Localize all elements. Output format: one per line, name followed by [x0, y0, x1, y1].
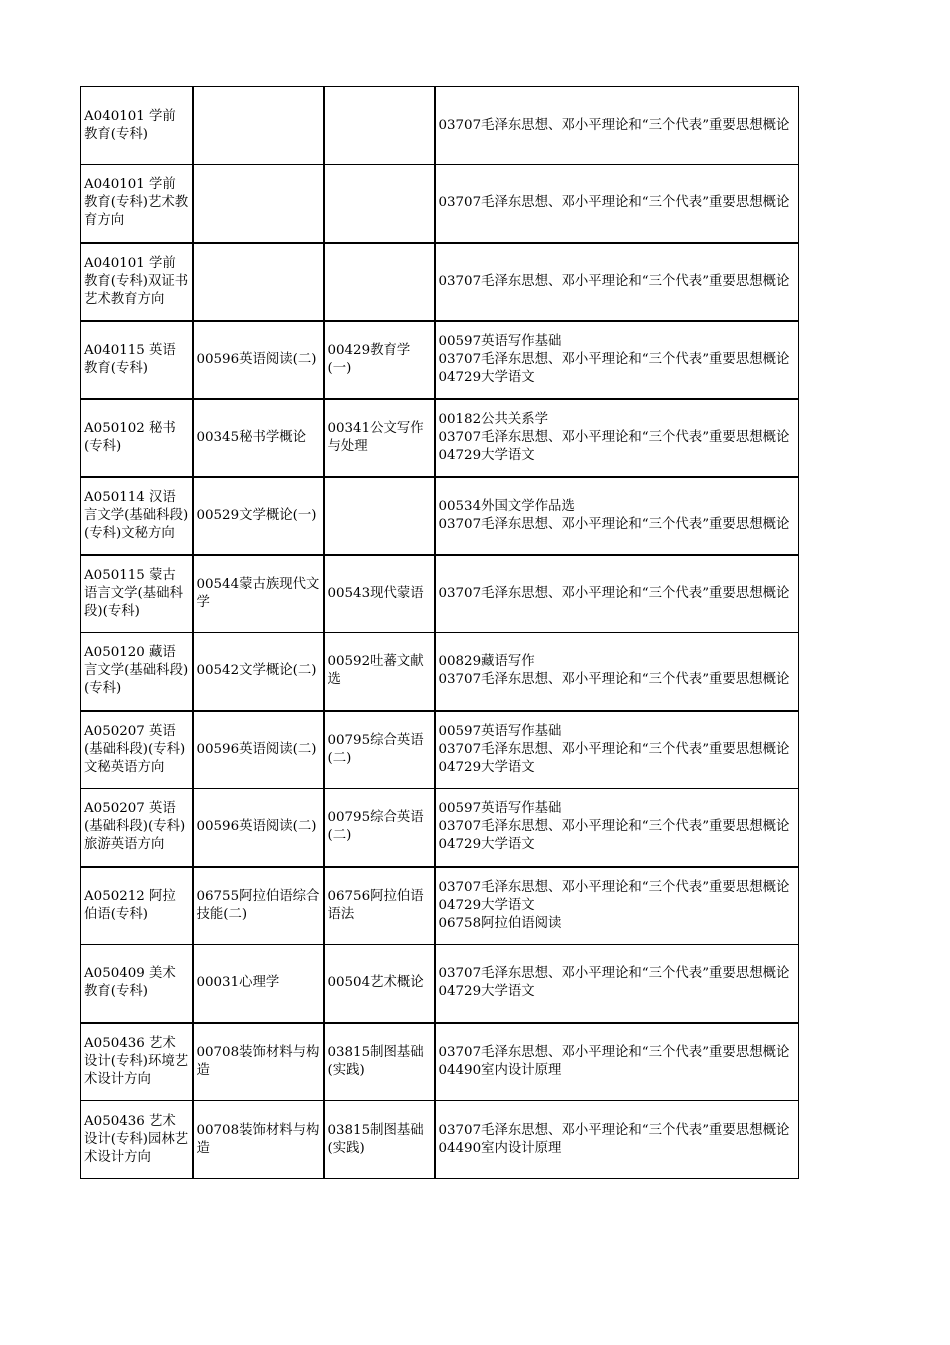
table-row — [81, 165, 799, 243]
course-cell-4 — [435, 711, 799, 789]
course-cell-3: 00543现代蒙语 — [324, 555, 435, 633]
course-cell-3: 00504艺术概论 — [324, 945, 435, 1023]
course-line: 03707毛泽东思想、邓小平理论和“三个代表”重要思想概论 — [438, 1044, 790, 1060]
major-cell: A040101 学前教育(专科)艺术教育方向 — [81, 165, 193, 243]
table-row — [81, 555, 799, 633]
course-cell-2: 06755阿拉伯语综合技能(二) — [193, 867, 324, 945]
course-cell-2: 00345秘书学概论 — [193, 399, 324, 477]
course-line: 03707毛泽东思想、邓小平理论和“三个代表”重要思想概论 — [438, 516, 790, 532]
course-cell-2 — [193, 165, 324, 243]
course-line: 00182公共关系学 — [438, 411, 549, 427]
major-cell: A050115 蒙古语言文学(基础科段)(专科) — [81, 555, 193, 633]
major-cell: A050436 艺术设计(专科)园林艺术设计方向 — [81, 1101, 193, 1179]
course-table-body — [81, 87, 799, 1179]
table-row — [81, 867, 799, 945]
table-row — [81, 321, 799, 399]
course-line: 03707毛泽东思想、邓小平理论和“三个代表”重要思想概论 — [438, 429, 790, 445]
table-row — [81, 477, 799, 555]
course-cell-4 — [435, 243, 799, 321]
major-cell: A050114 汉语言文学(基础科段)(专科)文秘方向 — [81, 477, 193, 555]
course-line: 03707毛泽东思想、邓小平理论和“三个代表”重要思想概论 — [438, 819, 790, 835]
course-cell-2 — [193, 87, 324, 165]
table-row — [81, 789, 799, 867]
course-cell-2: 00596英语阅读(二) — [193, 711, 324, 789]
major-cell: A050207 英语(基础科段)(专科)旅游英语方向 — [81, 789, 193, 867]
course-line: 04729大学语文 — [438, 837, 535, 853]
course-cell-3: 06756阿拉伯语语法 — [324, 867, 435, 945]
course-cell-4 — [435, 555, 799, 633]
course-line: 03707毛泽东思想、邓小平理论和“三个代表”重要思想概论 — [438, 195, 790, 211]
course-line: 06758阿拉伯语阅读 — [438, 915, 562, 931]
table-row — [81, 243, 799, 321]
course-line: 00534外国文学作品选 — [438, 498, 575, 514]
course-line: 03707毛泽东思想、邓小平理论和“三个代表”重要思想概论 — [438, 966, 790, 982]
table-row — [81, 633, 799, 711]
course-cell-4 — [435, 399, 799, 477]
course-cell-2: 00596英语阅读(二) — [193, 789, 324, 867]
major-cell: A040101 学前教育(专科) — [81, 87, 193, 165]
course-line: 04490室内设计原理 — [438, 1062, 562, 1078]
course-cell-2: 00596英语阅读(二) — [193, 321, 324, 399]
course-line: 04729大学语文 — [438, 984, 535, 1000]
course-cell-3: 00795综合英语(二) — [324, 789, 435, 867]
course-cell-4 — [435, 87, 799, 165]
course-line: 04729大学语文 — [438, 369, 535, 385]
major-cell: A040101 学前教育(专科)双证书艺术教育方向 — [81, 243, 193, 321]
course-cell-4 — [435, 1101, 799, 1179]
course-cell-4 — [435, 633, 799, 711]
major-cell: A050120 藏语言文学(基础科段)(专科) — [81, 633, 193, 711]
course-line: 00597英语写作基础 — [438, 333, 562, 349]
course-line: 03707毛泽东思想、邓小平理论和“三个代表”重要思想概论 — [438, 273, 790, 289]
course-cell-3 — [324, 87, 435, 165]
course-cell-3 — [324, 165, 435, 243]
course-cell-3: 03815制图基础(实践) — [324, 1101, 435, 1179]
major-cell: A040115 英语教育(专科) — [81, 321, 193, 399]
table-row — [81, 945, 799, 1023]
course-line: 03707毛泽东思想、邓小平理论和“三个代表”重要思想概论 — [438, 672, 790, 688]
course-line: 03707毛泽东思想、邓小平理论和“三个代表”重要思想概论 — [438, 1122, 790, 1138]
major-cell: A050207 英语(基础科段)(专科)文秘英语方向 — [81, 711, 193, 789]
course-cell-4 — [435, 789, 799, 867]
course-line: 04490室内设计原理 — [438, 1140, 562, 1156]
table-row — [81, 711, 799, 789]
table-row — [81, 1023, 799, 1101]
course-line: 03707毛泽东思想、邓小平理论和“三个代表”重要思想概论 — [438, 741, 790, 757]
course-cell-3 — [324, 243, 435, 321]
course-cell-3: 00795综合英语(二) — [324, 711, 435, 789]
major-cell: A050409 美术教育(专科) — [81, 945, 193, 1023]
course-cell-4 — [435, 477, 799, 555]
course-line: 00597英语写作基础 — [438, 801, 562, 817]
course-line: 03707毛泽东思想、邓小平理论和“三个代表”重要思想概论 — [438, 117, 790, 133]
course-cell-3: 00429教育学(一) — [324, 321, 435, 399]
course-line: 04729大学语文 — [438, 897, 535, 913]
major-cell: A050436 艺术设计(专科)环境艺术设计方向 — [81, 1023, 193, 1101]
course-line: 00829藏语写作 — [438, 654, 535, 670]
table-row — [81, 1101, 799, 1179]
course-line: 03707毛泽东思想、邓小平理论和“三个代表”重要思想概论 — [438, 879, 790, 895]
major-cell: A050212 阿拉伯语(专科) — [81, 867, 193, 945]
course-line: 04729大学语文 — [438, 447, 535, 463]
course-table — [80, 86, 799, 1179]
course-cell-4 — [435, 867, 799, 945]
table-row — [81, 87, 799, 165]
course-cell-4 — [435, 165, 799, 243]
course-cell-2: 00542文学概论(二) — [193, 633, 324, 711]
course-cell-4 — [435, 321, 799, 399]
course-line: 03707毛泽东思想、邓小平理论和“三个代表”重要思想概论 — [438, 351, 790, 367]
course-cell-2: 00031心理学 — [193, 945, 324, 1023]
course-cell-3: 00341公文写作与处理 — [324, 399, 435, 477]
course-cell-3: 00592吐蕃文献选 — [324, 633, 435, 711]
course-cell-2: 00529文学概论(一) — [193, 477, 324, 555]
course-cell-3: 03815制图基础(实践) — [324, 1023, 435, 1101]
course-cell-3 — [324, 477, 435, 555]
major-cell: A050102 秘书(专科) — [81, 399, 193, 477]
course-cell-2: 00708装饰材料与构造 — [193, 1023, 324, 1101]
table-row — [81, 399, 799, 477]
course-line: 00597英语写作基础 — [438, 723, 562, 739]
course-cell-4 — [435, 945, 799, 1023]
course-line: 04729大学语文 — [438, 759, 535, 775]
course-line: 03707毛泽东思想、邓小平理论和“三个代表”重要思想概论 — [438, 585, 790, 601]
course-cell-2: 00708装饰材料与构造 — [193, 1101, 324, 1179]
course-cell-2: 00544蒙古族现代文学 — [193, 555, 324, 633]
course-cell-2 — [193, 243, 324, 321]
course-cell-4 — [435, 1023, 799, 1101]
